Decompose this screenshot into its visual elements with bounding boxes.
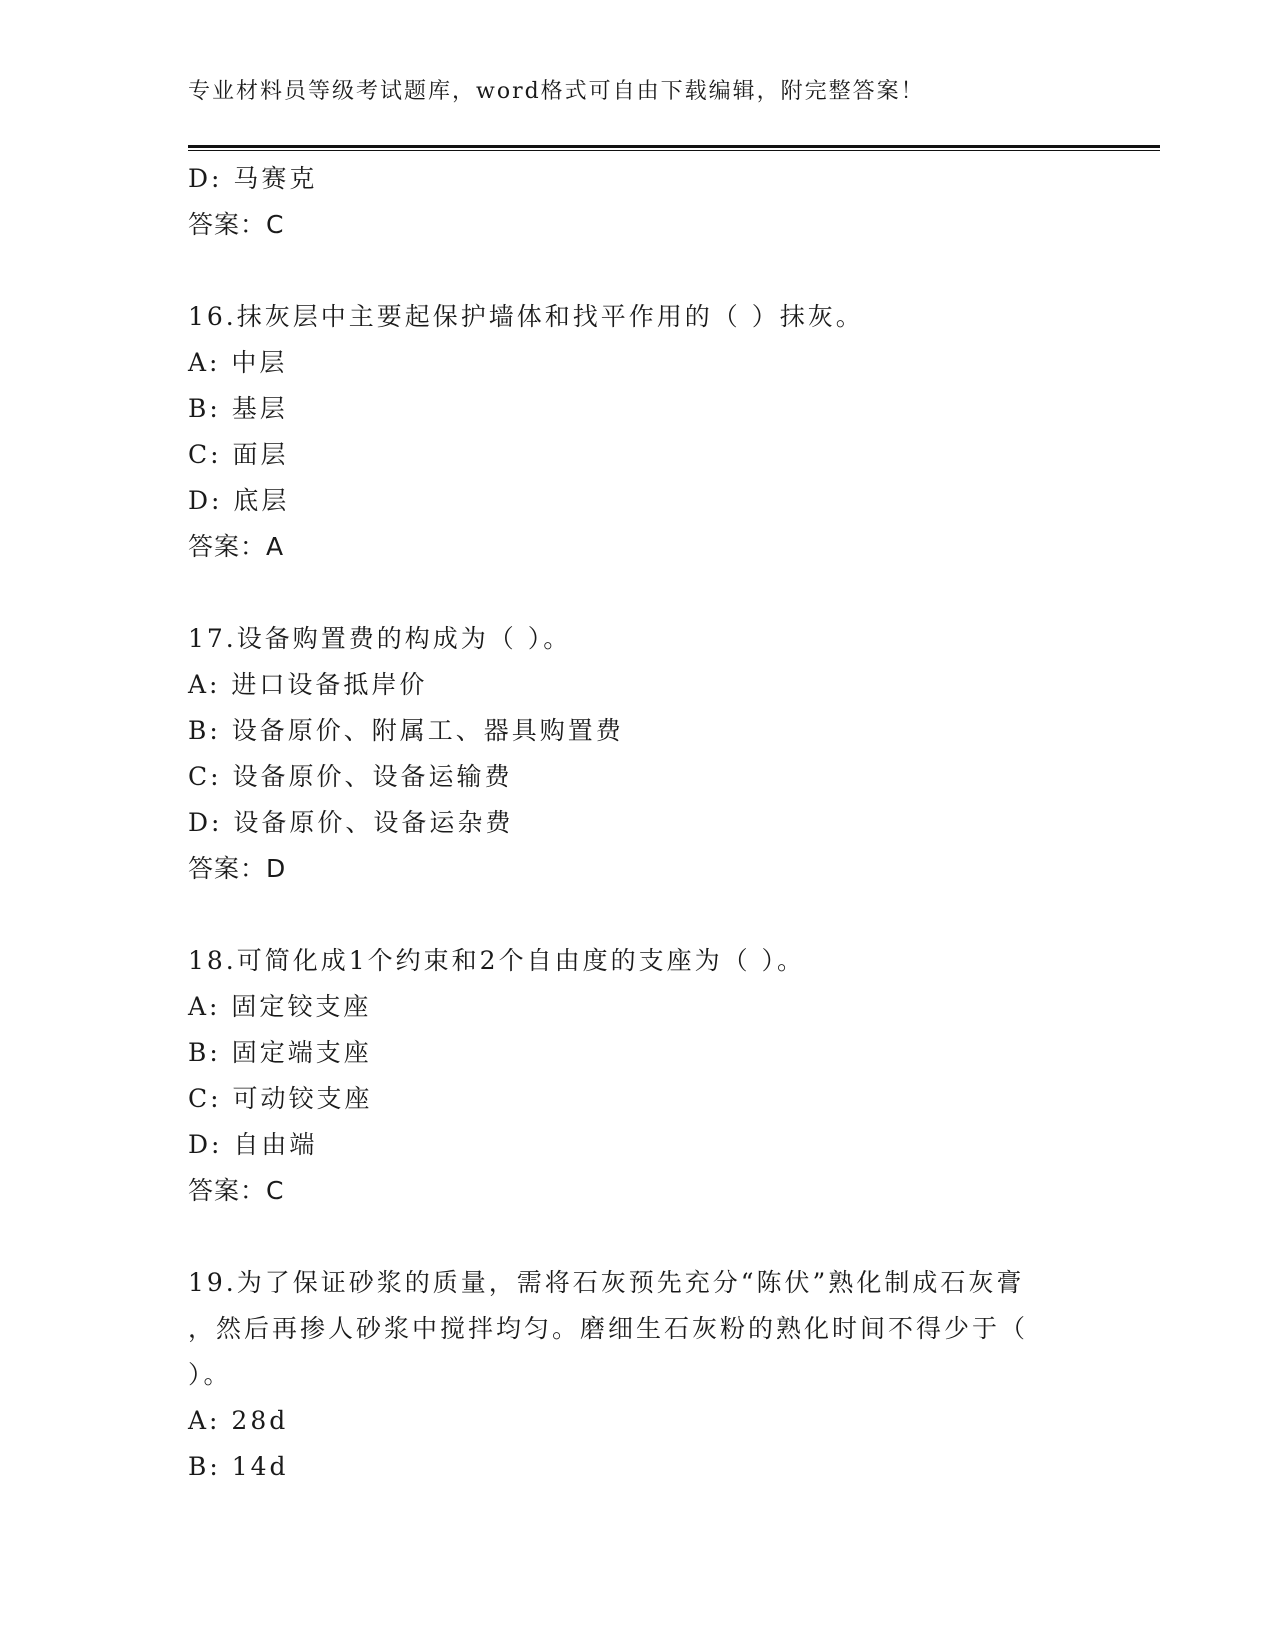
question-16: 16.抹灰层中主要起保护墙体和找平作用的（ ）抹灰。: [188, 302, 864, 331]
option-b: B: 基层: [188, 394, 288, 423]
spacer: [188, 892, 1088, 938]
option-b: B: 固定端支座: [188, 1038, 372, 1067]
answer-line: 答案：C: [188, 210, 285, 239]
option-d: D: 马赛克: [188, 164, 318, 193]
spacer: [188, 248, 1088, 294]
question-19-line-1: 19.为了保证砂浆的质量，需将石灰预先充分“陈伏”熟化制成石灰膏: [188, 1268, 1025, 1297]
option-a: A: 中层: [188, 348, 288, 377]
option-b: B: 设备原价、附属工、器具购置费: [188, 716, 624, 745]
option-a: A: 进口设备抵岸价: [188, 670, 428, 699]
question-19-line-2: ，然后再掺人砂浆中搅拌均匀。磨细生石灰粉的熟化时间不得少于（: [188, 1314, 1029, 1343]
spacer: [188, 1214, 1088, 1260]
option-c: C: 设备原价、设备运输费: [188, 762, 513, 791]
question-17: 17.设备购置费的构成为（ ）。: [188, 624, 572, 653]
question-content: [188, 156, 1088, 1490]
option-d: D: 底层: [188, 486, 290, 515]
spacer: [188, 570, 1088, 616]
answer-line: 答案：A: [188, 532, 285, 561]
answer-line: 答案：D: [188, 854, 287, 883]
header-rule-thin: [188, 150, 1160, 151]
question-18: 18.可简化成1个约束和2个自由度的支座为（ ）。: [188, 946, 806, 975]
option-a: A: 28d: [188, 1406, 289, 1435]
option-d: D: 自由端: [188, 1130, 318, 1159]
option-c: C: 面层: [188, 440, 289, 469]
option-a: A: 固定铰支座: [188, 992, 372, 1021]
option-d: D: 设备原价、设备运杂费: [188, 808, 514, 837]
page-header: 专业材料员等级考试题库，word格式可自由下载编辑，附完整答案！: [188, 79, 925, 104]
question-19-line-3: ）。: [188, 1360, 232, 1389]
header-rule-thick: [188, 145, 1160, 148]
option-b: B: 14d: [188, 1452, 289, 1481]
option-c: C: 可动铰支座: [188, 1084, 373, 1113]
answer-line: 答案：C: [188, 1176, 285, 1205]
